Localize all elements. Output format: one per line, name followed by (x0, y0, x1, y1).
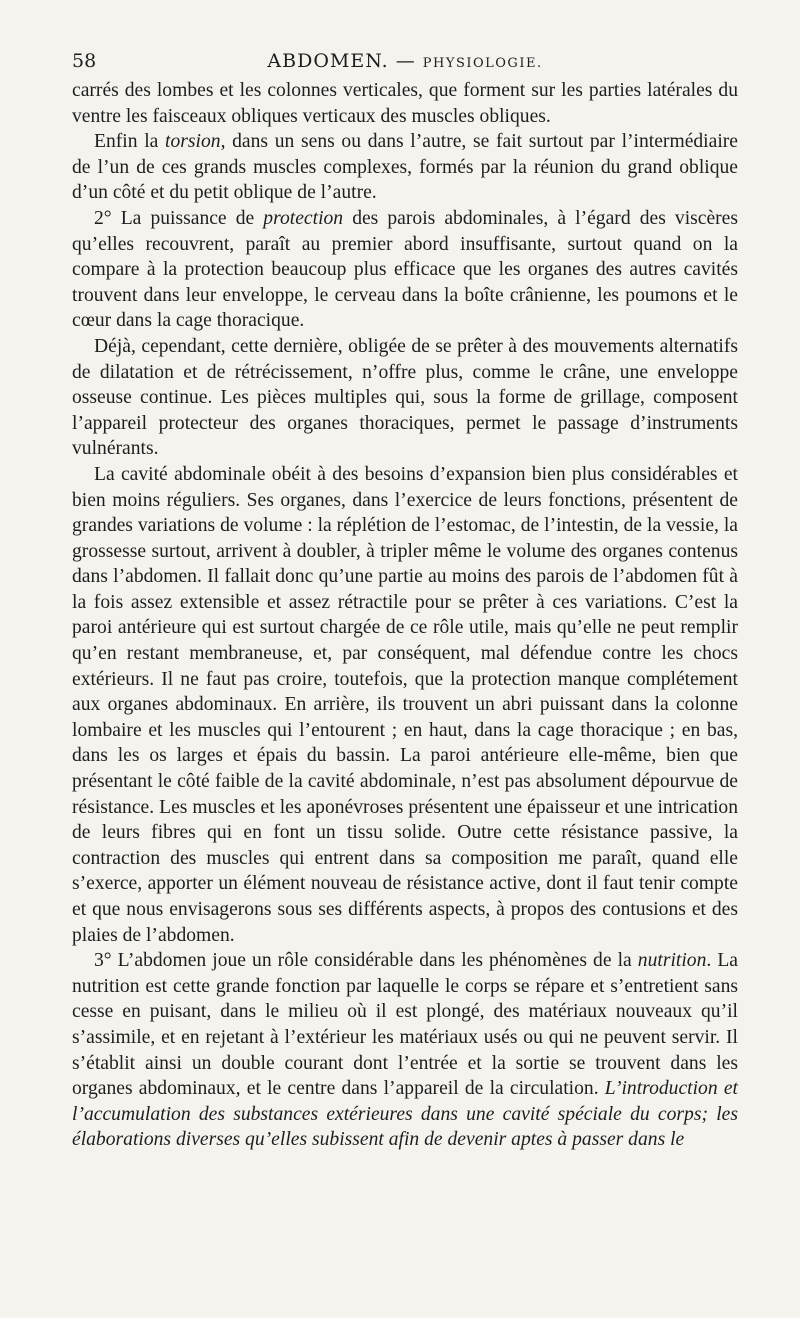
text-run: carrés des lombes et les colonnes verticales, que forment sur les parties latérales du ventre les faisceaux obliques verticaux des muscles obliques. (72, 80, 738, 127)
paragraph (72, 334, 738, 462)
paragraph (72, 462, 738, 948)
text-run: La cavité abdominale obéit à des besoins d’expansion bien plus considérables et bien moins réguliers. Ses organes, dans l’exercice de leurs fonctions, présentent de grandes variations de volume : la réplétion de l’estomac, de l’intestin, de la vessie, la grossesse surtout, arrivent à doubler, à tripler même le volume des organes contenus dans l’abdomen. Il fallait donc qu’une partie au moins des parois de l’abdomen fût à la fois assez extensible et assez rétractile pour se prêter à ces variations. C’est la paroi antérieure qui est surtout chargée de ce rôle utile, mais qu’elle ne peut remplir qu’en restant membraneuse, et, par conséquent, mal défendue contre les chocs extérieurs. Il ne faut pas croire, toutefois, que la protection manque complétement aux organes abdominaux. En arrière, ils trouvent un abri puissant dans la colonne lombaire et les muscles qui l’entourent ; en haut, dans la cage thoracique ; en bas, dans les os larges et épais du bassin. La paroi antérieure elle-même, bien que présentant le côté faible de la cavité abdominale, n’est pas absolument dépourvue de résistance. Les muscles et les aponévroses présentent une épaisseur et une intrication de leurs fibres qui en font un tissu solide. Outre cette résistance passive, la contraction des muscles qui entrent dans sa composition me paraît, quand elle s’exerce, apporter un élément nouveau de résistance active, dont il faut tenir compte et que nous envisagerons sous ses différents aspects, à propos des contusions et des plaies de l’abdomen. (72, 463, 738, 946)
text-run: Enfin la (94, 131, 166, 153)
italic-text: protection (263, 207, 344, 229)
body-text (72, 78, 738, 1153)
paragraph (72, 78, 738, 129)
paragraph (72, 206, 738, 334)
title-separator: — (388, 50, 423, 72)
section-title: PHYSIOLOGIE. (422, 56, 543, 71)
text-run: 3° L’abdomen joue un rôle considérable dans les phénomènes de la (94, 950, 638, 972)
paragraph (72, 129, 738, 206)
text-run: . La nutrition est cette grande fonction par laquelle le corps se répare et s’entretient sans cesse en puisant, dans le milieu où il est plongé, des matériaux nouveaux qu’il s’assimile, et en rejetant à l’extérieur les matériaux usés ou qui ne peuvent servir. Il s’établit ainsi un double courant dont l’entrée et la sortie se trouvent dans les organes abdominaux, et le centre dans l’appareil de la circulation. (72, 950, 738, 1100)
chapter-title: ABDOMEN. (267, 50, 389, 72)
text-run: 2° La puissance de (94, 207, 264, 229)
italic-text: L’introduction et l’accumulation des substances extérieures dans une cavité spéciale du corps; les élaborations diverses qu’elles subissent afin de devenir aptes à passer dans le (72, 1078, 738, 1151)
text-run: , dans un sens ou dans l’autre, se fait surtout par l’intermédiaire de l’un de ces grands muscles complexes, formés par la réunion du grand oblique d’un côté et du petit oblique de l’autre. (72, 131, 738, 204)
italic-text: nutrition (637, 950, 707, 972)
page-number: 58 (72, 50, 97, 72)
text-run: Déjà, cependant, cette dernière, obligée de se prêter à des mouvements alternatifs de dilatation et de rétrécissement, n’offre plus, comme le crâne, une enveloppe osseuse continue. Les pièces multiples qui, sous la forme de grillage, composent l’appareil protecteur des organes thoraciques, permet le passage d’instruments vulnérants. (72, 335, 738, 460)
italic-text: torsion (165, 131, 221, 153)
running-title (72, 44, 738, 81)
paragraph (72, 948, 738, 1153)
running-head (72, 44, 738, 78)
text-run: des parois abdominales, à l’égard des viscères qu’elles recouvrent, paraît au premier abord insuffisante, surtout quand on la compare à la protection beaucoup plus efficace que les organes des autres cavités trouvent dans leur enveloppe, le cerveau dans la boîte crânienne, les poumons et le cœur dans la cage thoracique. (72, 207, 739, 332)
